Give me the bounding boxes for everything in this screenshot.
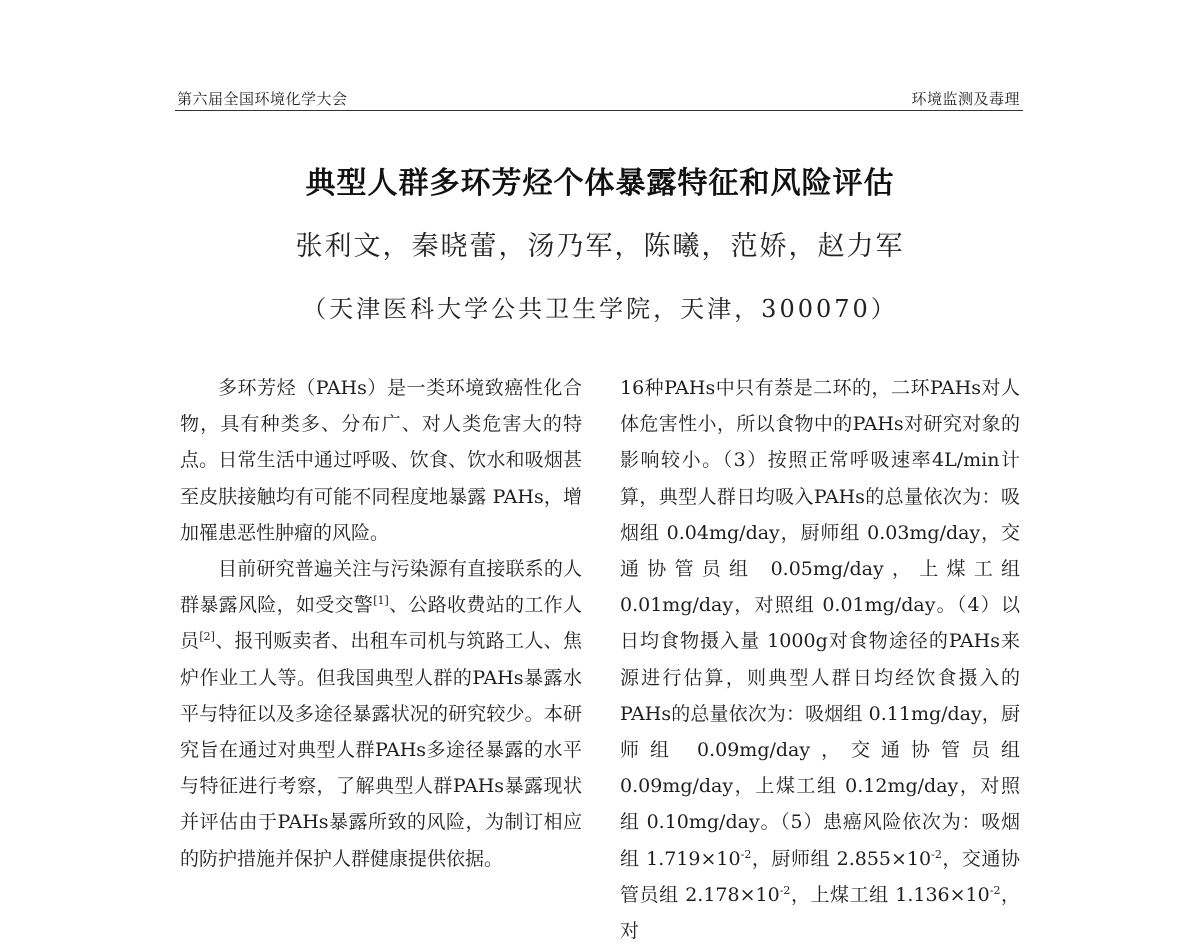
- exponent: -2: [931, 847, 942, 861]
- text-run: ，厨师组 2.855×10: [751, 847, 932, 870]
- exponent: -2: [989, 883, 1001, 897]
- header-rule: [175, 110, 1023, 111]
- body-column-right: [620, 370, 1020, 949]
- paragraph-background: [180, 551, 582, 877]
- citation-ref-1: [1]: [373, 594, 389, 608]
- paragraph-results: [620, 370, 1020, 949]
- running-head-section: 环境监测及毒理: [911, 91, 1020, 108]
- paper-title: 典型人群多环芳烃个体暴露特征和风险评估: [305, 166, 895, 201]
- exponent: -2: [779, 883, 791, 897]
- text-run: ，对: [620, 883, 1020, 943]
- text-run: 、报刊贩卖者、出租车司机与筑路工人、焦炉作业工人等。但我国典型人群的PAHs暴露水平与特征以及多途径暴露状况的研究较少。本研究旨在通过对典型人群PAHs多途径暴露的水平与特征进行考察，了解典型人群PAHs暴露现状并评估由于PAHs暴露所致的风险，为制订相应的防护措施并保护人群健康提供依据。: [180, 630, 582, 870]
- text-run: 、公路收费站的工作人员: [180, 594, 582, 653]
- running-head-conference: 第六届全国环境化学大会: [177, 91, 348, 108]
- text-run: ，交通协管员组 2.178×10: [620, 847, 1021, 906]
- author-list: 张利文，秦晓蕾，汤乃军，陈曦，范娇，赵力军: [295, 231, 905, 262]
- text-run: ，上煤工组 1.136×10: [790, 883, 990, 906]
- citation-ref-2: [2]: [199, 630, 215, 644]
- body-column-left: [180, 370, 582, 877]
- text-run: 目前研究普遍关注与污染源有直接联系的人群暴露风险，如受交警: [180, 558, 582, 617]
- affiliation: （天津医科大学公共卫生学院，天津，300070）: [302, 295, 898, 323]
- paragraph-intro: 多环芳烃（PAHs）是一类环境致癌性化合物，具有种类多、分布广、对人类危害大的特点。日常生活中通过呼吸、饮食、饮水和吸烟甚至皮肤接触均有可能不同程度地暴露 PAHs，增加罹患恶性肿瘤的风险。: [180, 377, 582, 544]
- exponent: -2: [740, 847, 752, 861]
- text-run: 16种PAHs中只有萘是二环的，二环PAHs对人体危害性小，所以食物中的PAHs对研究对象的影响较小。（3）按照正常呼吸速率4L/min计算，典型人群日均吸入PAHs的总量依次为：吸烟组 0.04mg/day，厨师组 0.03mg/day，交通协管员组 0.05mg/day，上煤工组 0.01mg/day，对照组 0.01mg/day。（4）以日均食物摄入量 1000g对食物途径的PAHs来源进行估算，则典型人群日均经饮食摄入的PAHs的总量依次为：吸烟组 0.11mg/day，厨师组 0.09mg/day，交通协管员组 0.09mg/day，上煤工组 0.12mg/day，对照组 0.10mg/day。（5）患癌风险依次为：吸烟组 1.719×10: [620, 377, 1020, 870]
